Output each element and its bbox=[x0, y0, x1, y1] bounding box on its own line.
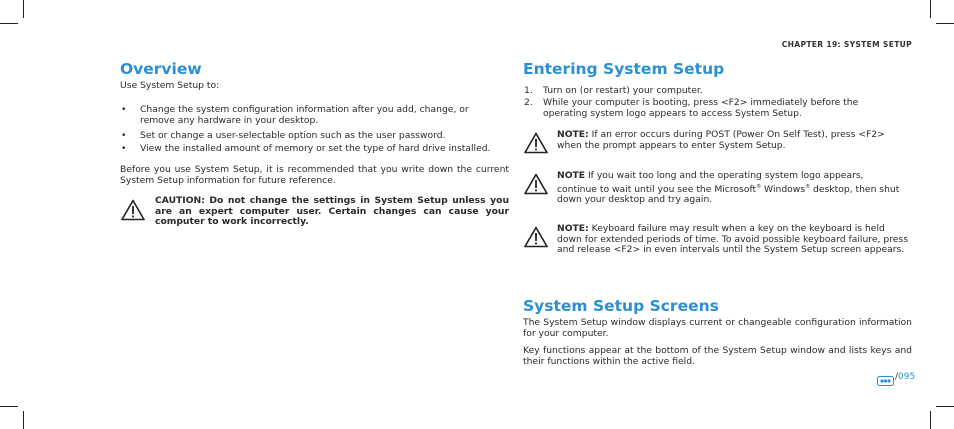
entering-title: Entering System Setup bbox=[523, 60, 725, 78]
overview-bullet-3: View the installed amount of memory or set the type of hard drive installed. bbox=[140, 143, 491, 154]
step-1-text: Turn on (or restart) your computer. bbox=[543, 85, 703, 96]
overview-bullet-1: Change the system configuration information after you add, change, or remove any hardware in your desktop. bbox=[140, 104, 469, 126]
crop-mark bbox=[23, 0, 24, 18]
chapter-header: CHAPTER 19: SYSTEM SETUP bbox=[781, 40, 912, 49]
note-warning-icon bbox=[524, 173, 548, 195]
overview-intro: Use System Setup to: bbox=[120, 80, 220, 91]
step-2-text: While your computer is booting, press <F2> immediately before the operating system logo appears to access System Setup. bbox=[543, 97, 859, 119]
alienware-logo-icon bbox=[877, 371, 894, 381]
page-number: /095 bbox=[895, 372, 916, 382]
caution-warning-icon bbox=[121, 199, 145, 221]
screens-p1: The System Setup window displays current or changeable configuration information for your computer. bbox=[523, 317, 912, 339]
overview-title: Overview bbox=[120, 60, 202, 78]
note-2: NOTE If you wait too long and the operating system logo appears, continue to wait until you see the Microsoft® Windows® desktop, then shut down your desktop and try again. bbox=[557, 170, 900, 206]
crop-mark bbox=[23, 411, 24, 429]
note-warning-icon bbox=[524, 132, 548, 154]
note-1-text: If an error occurs during POST (Power On Self Test), press <F2> when the prompt appears to enter System Setup. bbox=[557, 129, 885, 151]
note-label: NOTE: bbox=[557, 223, 589, 234]
note-3 bbox=[557, 224, 909, 256]
crop-mark bbox=[0, 406, 18, 407]
bullet-marker: • bbox=[121, 104, 127, 115]
crop-mark bbox=[930, 0, 931, 18]
screens-title: System Setup Screens bbox=[523, 297, 719, 315]
step-number: 2. bbox=[524, 97, 533, 108]
note-1 bbox=[557, 130, 902, 151]
screens-p2: Key functions appear at the bottom of the System Setup window and lists keys and their functions within the active field. bbox=[523, 345, 912, 367]
overview-before: Before you use System Setup, it is recommended that you write down the current System Setup information for future reference. bbox=[120, 164, 509, 186]
crop-mark bbox=[0, 23, 18, 24]
note-3-text: Keyboard failure may result when a key on the keyboard is held down for extended periods of time. To avoid possible keyboard failure, press and release <F2> in even intervals until the System Setup screen appears. bbox=[557, 223, 909, 256]
crop-mark bbox=[936, 406, 954, 407]
bullet-marker: • bbox=[121, 130, 127, 141]
step-number: 1. bbox=[524, 85, 533, 96]
crop-mark bbox=[930, 411, 931, 429]
crop-mark bbox=[936, 23, 954, 24]
bullet-marker: • bbox=[121, 143, 127, 154]
caution-text: CAUTION: Do not change the settings in System Setup unless you are an expert computer user. Certain changes can cause your computer to work incorrectly. bbox=[155, 195, 509, 228]
note-label: NOTE bbox=[557, 170, 586, 181]
note-warning-icon bbox=[524, 226, 548, 248]
overview-bullet-2: Set or change a user-selectable option such as the user password. bbox=[140, 130, 446, 141]
note-label: NOTE: bbox=[557, 129, 589, 140]
